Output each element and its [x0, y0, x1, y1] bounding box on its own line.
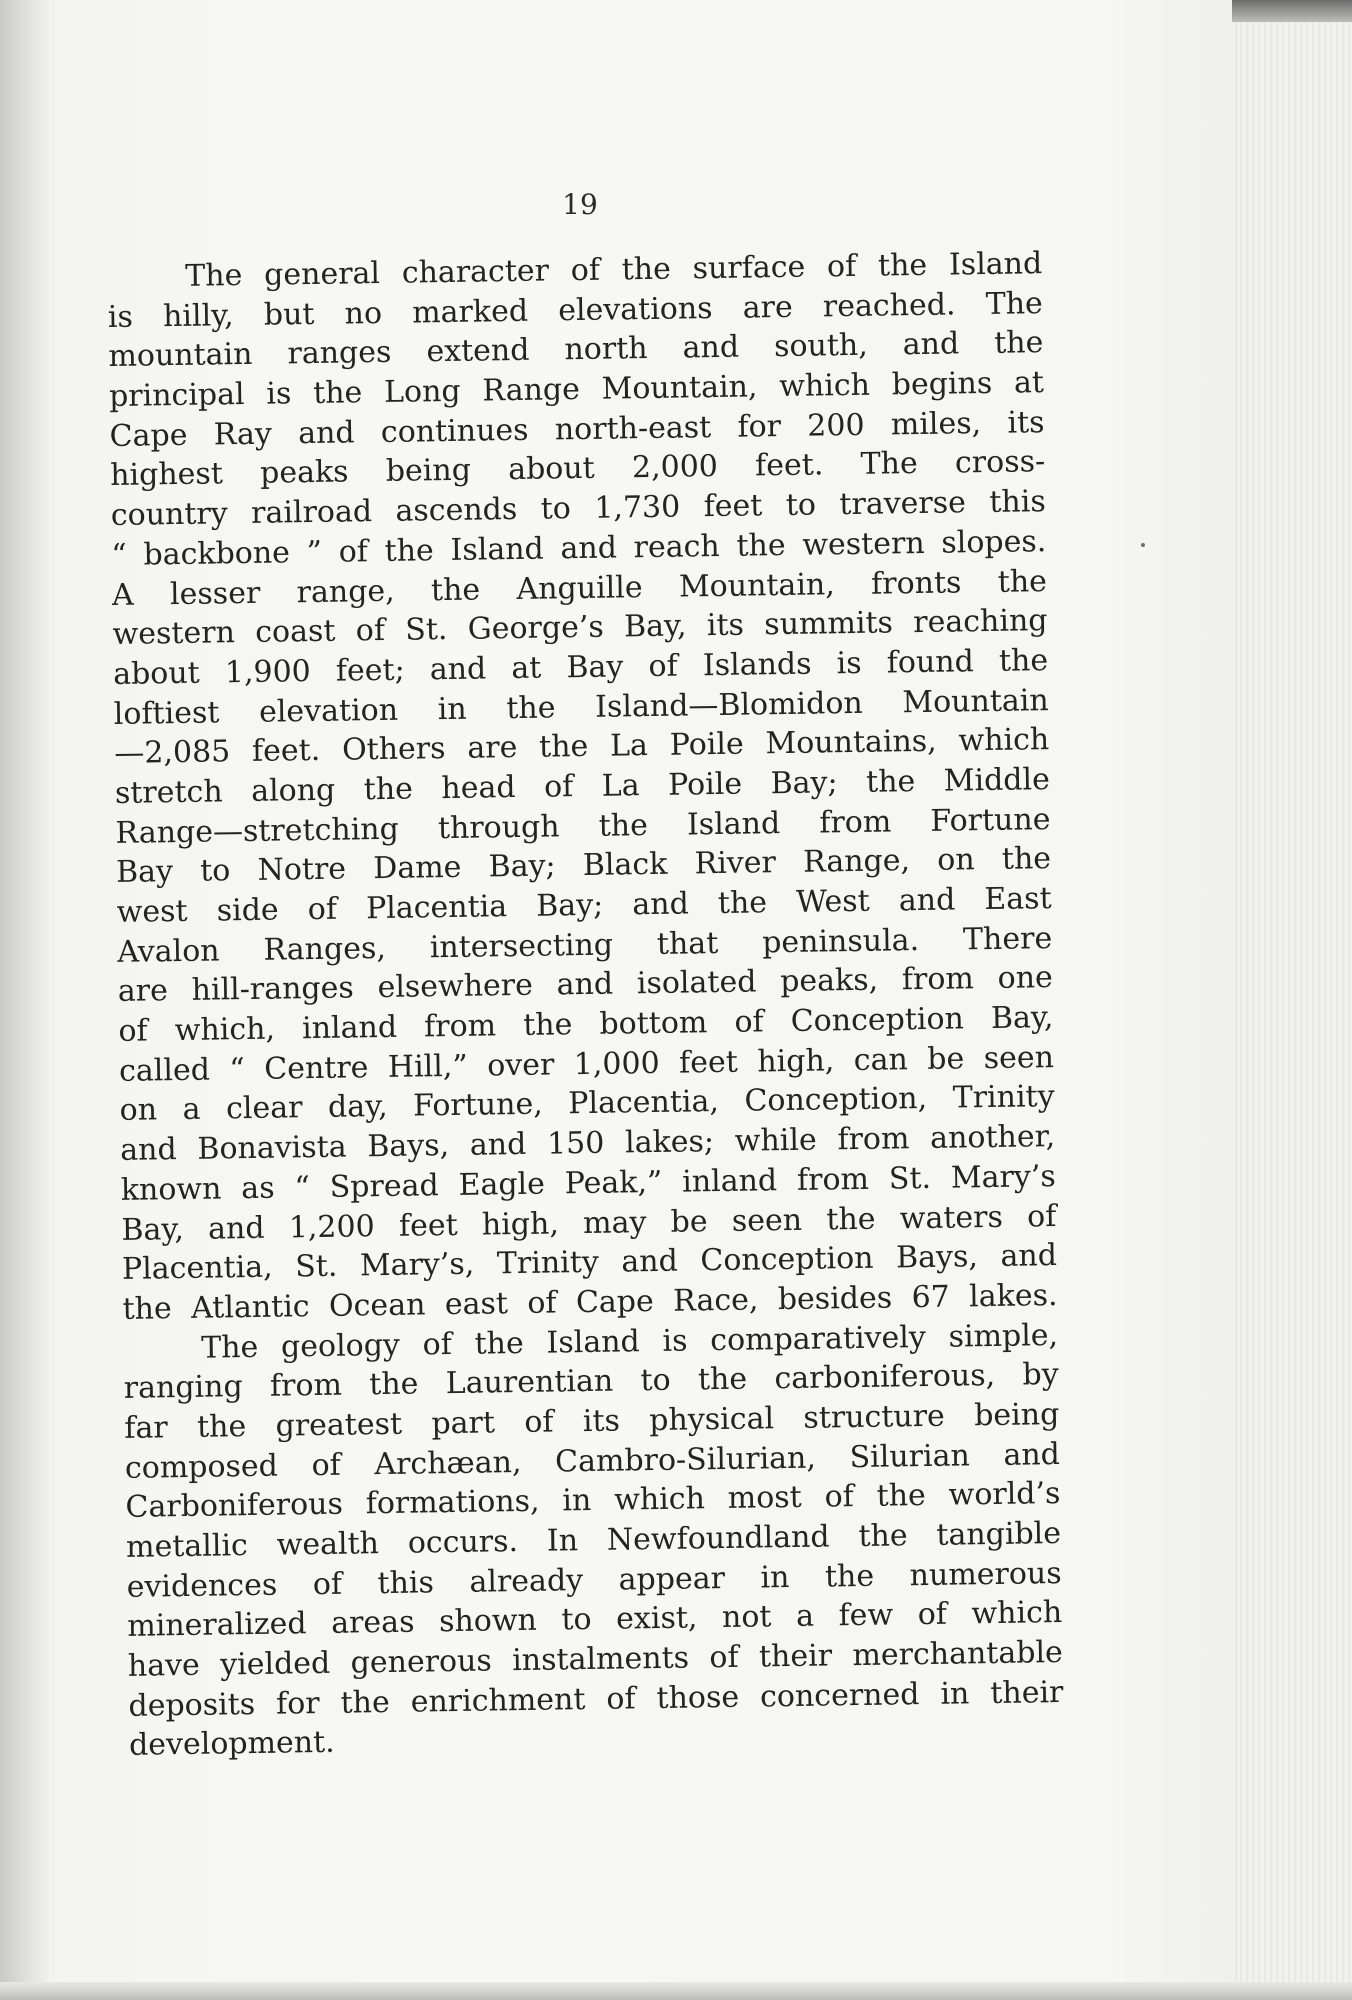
- text-line: country railroad ascends to 1,730 feet to traverse this: [110, 484, 1046, 534]
- text-line: have yielded generous instalments of their merchantable: [127, 1635, 1064, 1684]
- speck-mark: [1141, 543, 1145, 547]
- text-line: called “ Centre Hill,” over 1,000 feet high, can be seen: [118, 1039, 1055, 1089]
- text-line: The geology of the Island is comparatively simple,: [200, 1317, 1059, 1366]
- text-line: far the greatest part of its physical structure being: [124, 1396, 1060, 1446]
- text-line: western coast of St. George’s Bay, its summits reaching: [112, 603, 1048, 653]
- body-text: [107, 244, 1064, 1766]
- page-edge-stack: [1236, 10, 1352, 1985]
- page-number: 19: [562, 188, 598, 221]
- text-line: stretch along the head of La Poile Bay; the Middle: [114, 762, 1051, 811]
- text-line: are hill-ranges elsewhere and isolated peaks, from one: [117, 960, 1054, 1010]
- text-line: principal is the Long Range Mountain, which begins at: [108, 365, 1045, 415]
- text-line: is hilly, but no marked elevations are reached. The: [107, 285, 1044, 335]
- text-line: Carboniferous formations, in which most of the world’s: [125, 1476, 1061, 1526]
- binding-shadow: [0, 0, 50, 2000]
- text-line: west side of Placentia Bay; and the West and East: [116, 881, 1052, 930]
- paragraph: [123, 1316, 1064, 1766]
- text-line: composed of Archæan, Cambro-Silurian, Silurian and: [124, 1436, 1061, 1486]
- text-line: deposits for the enrichment of those concerned in their: [128, 1674, 1064, 1724]
- text-line: loftiest elevation in the Island—Blomidon Mountain: [113, 682, 1049, 732]
- text-line: mountain ranges extend north and south, and the: [108, 325, 1044, 375]
- text-line: A lesser range, the Anguille Mountain, fronts the: [111, 563, 1048, 613]
- text-line: known as “ Spread Eagle Peak,” inland from St. Mary’s: [120, 1158, 1056, 1208]
- text-line: on a clear day, Fortune, Placentia, Conception, Trinity: [119, 1079, 1055, 1129]
- text-line: metallic wealth occurs. In Newfoundland the tangible: [125, 1515, 1062, 1565]
- text-line: Bay, and 1,200 feet high, may be seen the waters of: [121, 1198, 1057, 1248]
- text-line: evidences of this already appear in the numerous: [126, 1555, 1062, 1605]
- text-line: Range—stretching through the Island from Fortune: [115, 801, 1051, 851]
- top-corner-shadow: [1232, 0, 1352, 22]
- paragraph: [107, 244, 1058, 1329]
- text-line: and Bonavista Bays, and 150 lakes; while from another,: [119, 1119, 1056, 1169]
- text-line: ranging from the Laurentian to the carboniferous, by: [123, 1357, 1059, 1407]
- text-line: the Atlantic Ocean east of Cape Race, besides 67 lakes.: [122, 1277, 1058, 1327]
- text-line: Placentia, St. Mary’s, Trinity and Conception Bays, and: [121, 1238, 1058, 1288]
- text-line: —2,085 feet. Others are the La Poile Mountains, which: [114, 722, 1050, 772]
- bottom-edge-shadow: [0, 1982, 1352, 2000]
- text-line: of which, inland from the bottom of Conception Bay,: [118, 1000, 1054, 1049]
- text-line: The general character of the surface of the Island: [185, 246, 1043, 294]
- text-line: Cape Ray and continues north-east for 200 miles, its: [109, 404, 1045, 454]
- text-line: “ backbone ” of the Island and reach the western slopes.: [111, 523, 1047, 573]
- text-line: about 1,900 feet; and at Bay of Islands is found the: [112, 642, 1049, 692]
- text-line: development.: [128, 1725, 335, 1764]
- text-line: highest peaks being about 2,000 feet. The cross-: [109, 444, 1046, 494]
- text-line: Bay to Notre Dame Bay; Black River Range, on the: [115, 841, 1052, 891]
- text-line: mineralized areas shown to exist, not a few of which: [127, 1595, 1063, 1645]
- text-line: Avalon Ranges, intersecting that peninsula. There: [117, 920, 1053, 970]
